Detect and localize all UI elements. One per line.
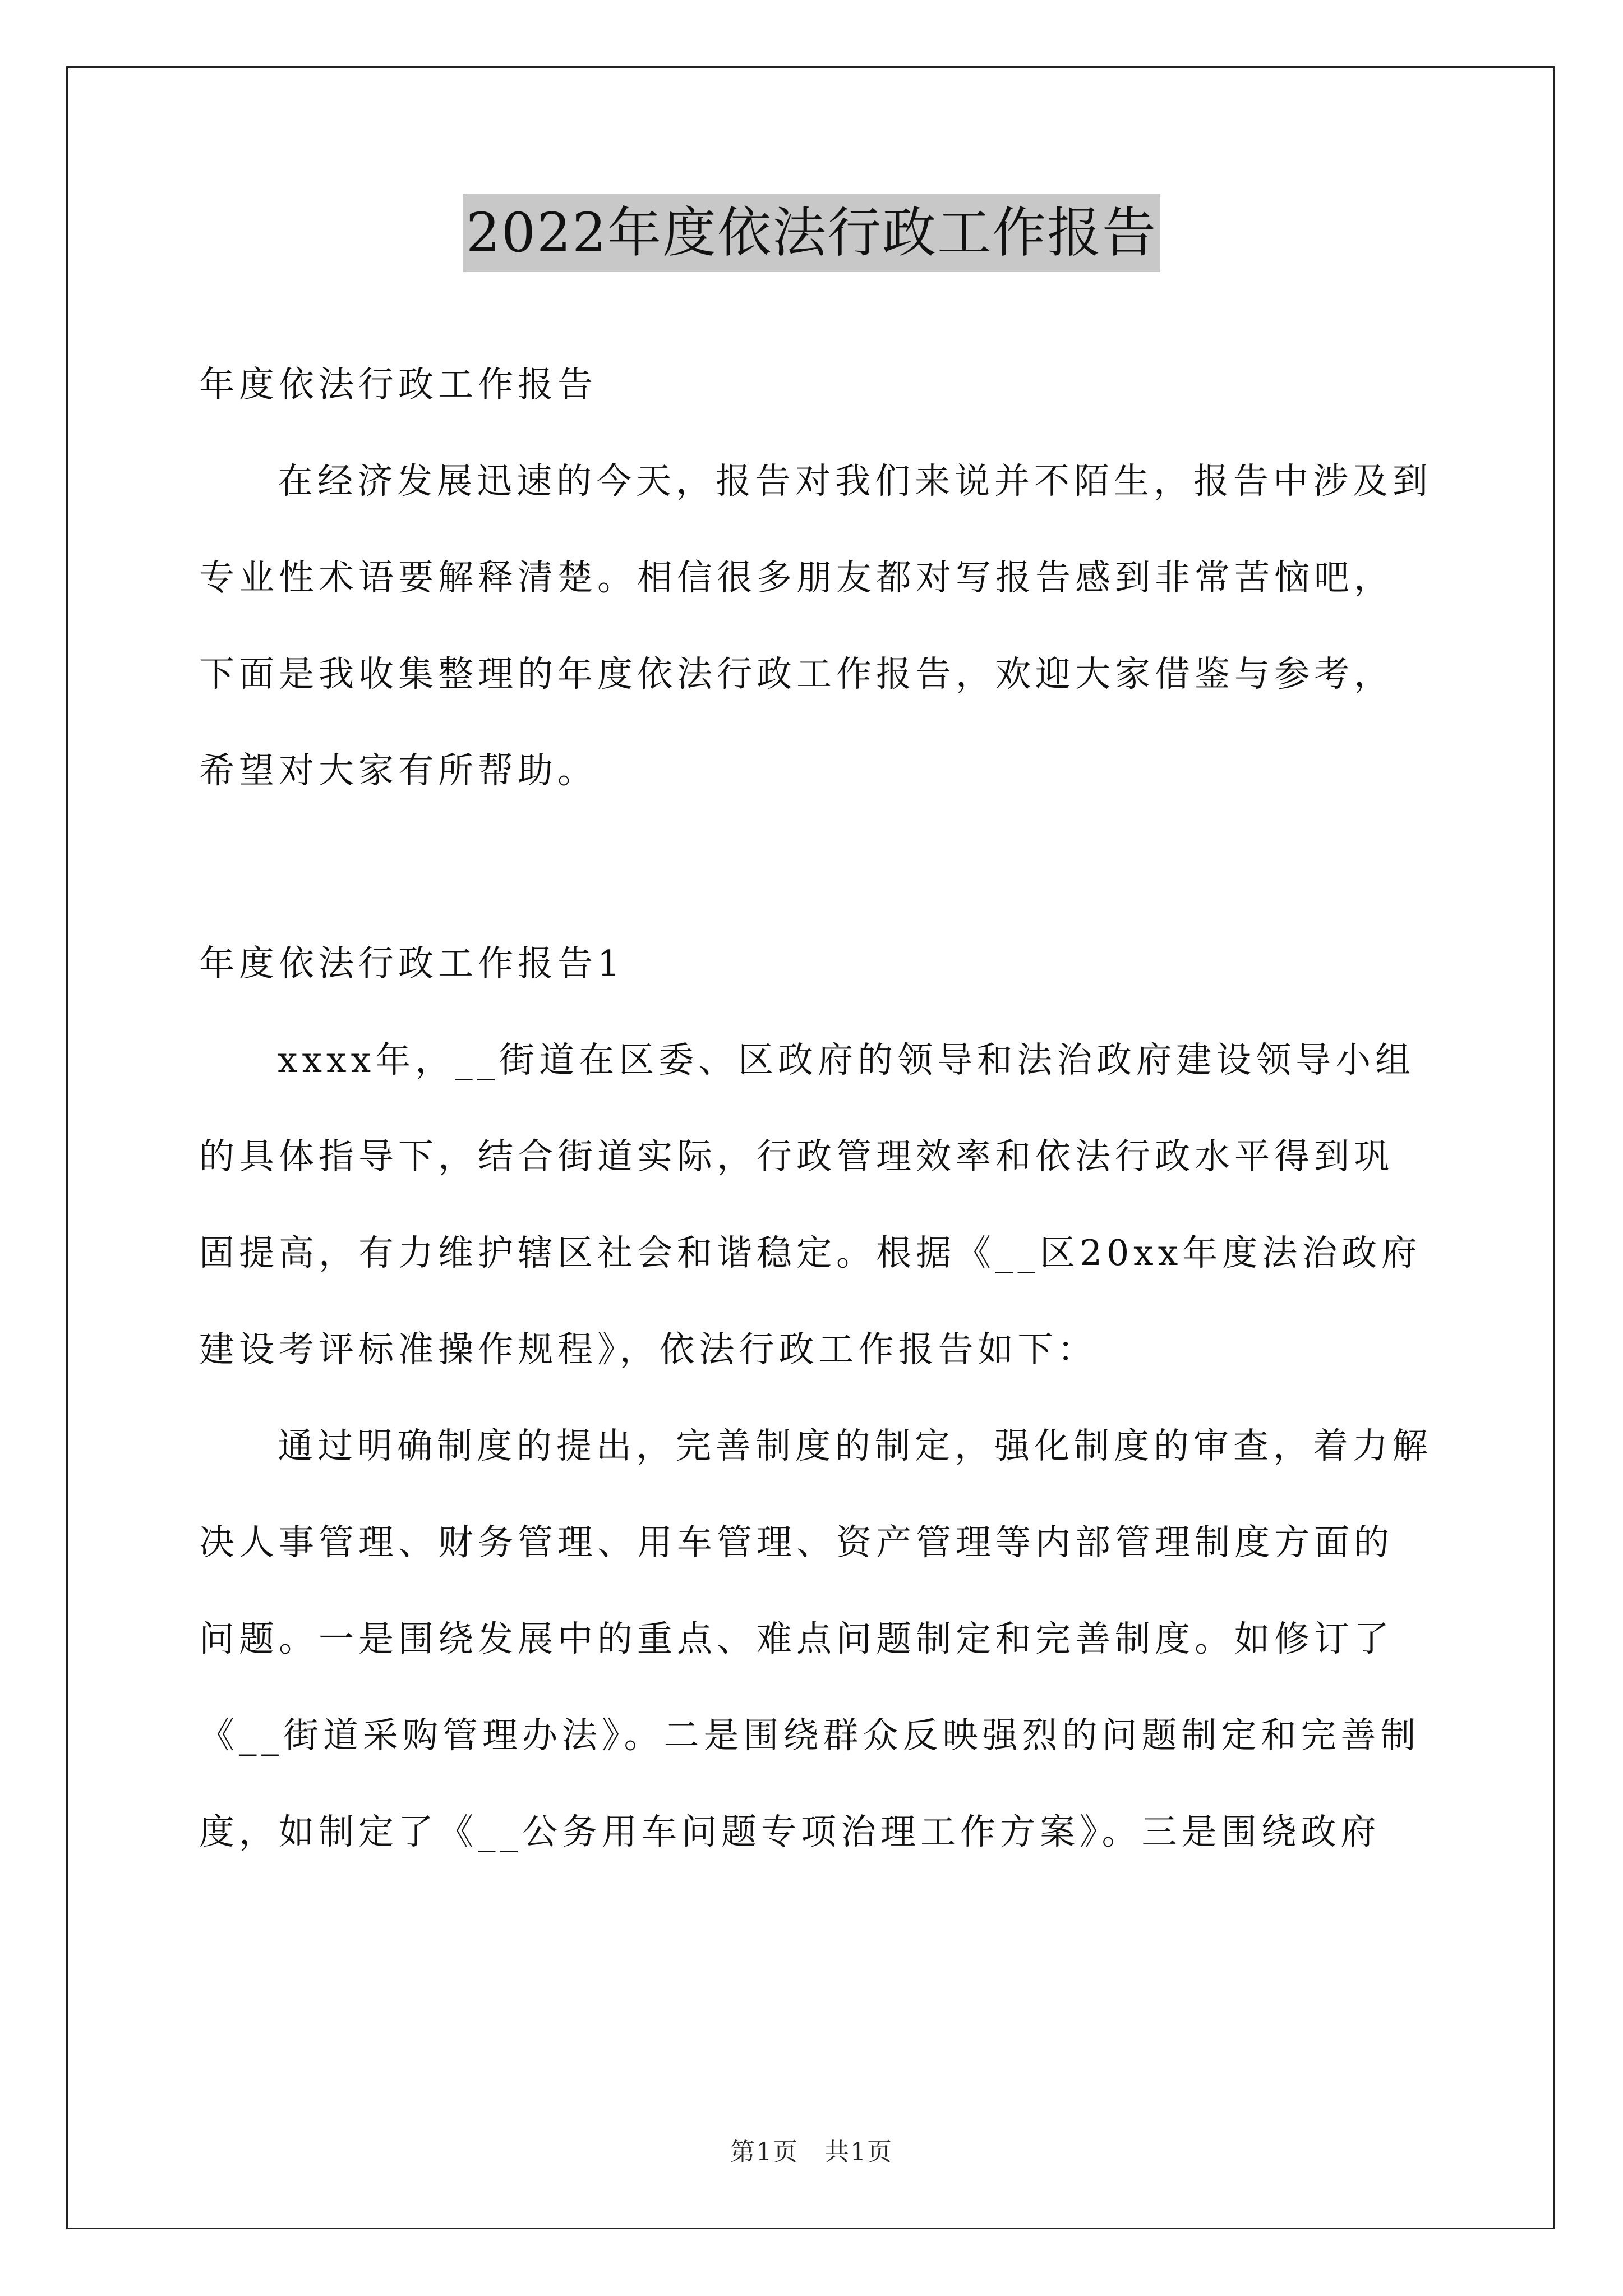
document-body — [199, 337, 1433, 1880]
title-container — [0, 194, 1623, 272]
intro-paragraph: 在经济发展迅速的今天，报告对我们来说并不陌生，报告中涉及到专业性术语要解释清楚。相信很多朋友都对写报告感到非常苦恼吧，下面是我收集整理的年度依法行政工作报告，欢迎大家借鉴与参考，希望对大家有所帮助。 — [199, 461, 1432, 791]
paragraph-spacer — [199, 819, 1433, 915]
document-subtitle: 年度依法行政工作报告 — [199, 364, 597, 405]
body-paragraph-2: 通过明确制度的提出，完善制度的制定，强化制度的审查，着力解决人事管理、财务管理、用车管理、资产管理等内部管理制度方面的问题。一是围绕发展中的重点、难点问题制定和完善制度。如修订了《__街道采购管理办法》。二是围绕群众反映强烈的问题制定和完善制度，如制定了《__公务用车问题专项治理工作方案》。三是围绕政府 — [199, 1425, 1432, 1852]
page-footer: 第1页 共1页 — [730, 2138, 893, 2166]
document-title: 2022年度依法行政工作报告 — [463, 194, 1160, 272]
section-heading: 年度依法行政工作报告1 — [199, 943, 625, 984]
body-paragraph-1: xxxx年，__街道在区委、区政府的领导和法治政府建设领导小组的具体指导下，结合街道实际，行政管理效率和依法行政水平得到巩固提高，有力维护辖区社会和谐稳定。根据《__区20xx年度法治政府建设考评标准操作规程》，依法行政工作报告如下： — [199, 1039, 1422, 1370]
